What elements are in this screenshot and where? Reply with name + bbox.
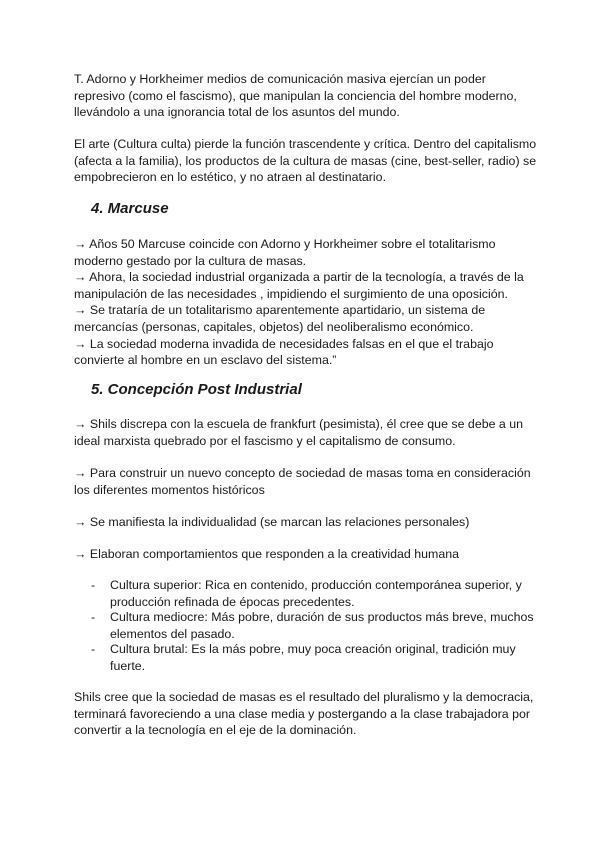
paragraph-marcuse: → Años 50 Marcuse coincide con Adorno y Horkheimer sobre el totalitarismo moderno gestado por la cultura de masas. → Ahora, la sociedad industrial organizada a partir de la tecnología, a través de la manipulación de las necesidades , impidiendo el surgimiento de una oposición. → Se trataría de un totalitarismo aparentemente apartidario, un sistema de mercancías (personas, capitales, objetos) del neoliberalismo económico. → La sociedad moderna invadida de necesidades falsas en el que el trabajo convierte al hombre en un esclavo del sistema.” <box>74 237 524 368</box>
paragraph-shils-concepto: → Para construir un nuevo concepto de sociedad de masas toma en consideración los diferentes momentos históricos <box>74 466 531 497</box>
heading-marcuse: 4. Marcuse <box>91 200 169 217</box>
paragraph-individualidad: → Se manifiesta la individualidad (se marcan las relaciones personales) <box>74 515 470 529</box>
paragraph-adorno: T. Adorno y Horkheimer medios de comunicación masiva ejercían un poder represivo (como el fascismo), que manipulan la conciencia del hombre moderno, llevándolo a una ignorancia total de los asuntos del mundo. <box>74 72 517 120</box>
paragraph-conclusion: Shils cree que la sociedad de masas es el resultado del pluralismo y la democracia, terminará favoreciendo a una clase media y postergando a la clase trabajadora por convertir a la tecnología en el eje de la dominación. <box>74 690 534 738</box>
paragraph-arte: El arte (Cultura culta) pierde la función trascendente y crítica. Dentro del capitalismo (afecta a la familia), los productos de la cultura de masas (cine, best-seller, radio) se empobrecieron en lo estético, y no atraen al destinatario. <box>74 137 537 185</box>
document-page: T. Adorno y Horkheimer medios de comunicación masiva ejercían un poder represivo (como el fascismo), que manipulan la conciencia del hombre moderno, llevándolo a una ignorancia total de los asuntos del mundo. El arte (Cultura culta) pierde la función trascendente y crítica. Dentro del capitalismo (afecta a la familia), los productos de la cultura de masas (cine, best-seller, radio) se empobrecieron en lo estético, y no atraen al destinatario. 4. Marcuse → Años 50 Marcuse coincide con Adorno y Horkheimer sobre el totalitarismo moderno gestado por la cultura de masas. → Ahora, la sociedad industrial organizada a partir de la tecnología, a través de la manipulación de las necesidades , impidiendo el surgimiento de una oposición. → Se trataría de un totalitarismo aparentemente apartidario, un sistema de mercancías (personas, capitales, objetos) del neoliberalismo económico. → La sociedad moderna invadida de necesidades falsas en el que el trabajo convierte al hombre en un esclavo del sistema.” 5. Concepción Post Industrial → Shils discrepa con la escuela de frankfurt (pesimista), él cree que se debe a un ideal marxista quebrado por el fascismo y el capitalismo de consumo. → Para construir un nuevo concepto de sociedad de masas toma en consideración los diferentes momentos históricos → Se manifiesta la individualidad (se marcan las relaciones personales) → Elaboran comportamientos que responden a la creatividad humana - Cultura superior: Rica en contenido, producción contemporánea superior, y producción refinada de épocas precedentes. - Cultura mediocre: Más pobre, duración de sus productos más breve, muchos elementos del pasado. - Cultura brutal: Es la más pobre, muy poca creación original, tradición muy fuerte. Shils cree que la sociedad de masas es el resultado del pluralismo y la democracia, terminará favoreciendo a una clase media y postergando a la clase trabajadora por convertir a la tecnología en el eje de la dominación. <box>74 72 537 738</box>
heading-post-industrial: 5. Concepción Post Industrial <box>91 381 302 398</box>
paragraph-shils-frankfurt: → Shils discrepa con la escuela de frankfurt (pesimista), él cree que se debe a un ideal marxista quebrado por el fascismo y el capitalismo de consumo. <box>74 417 524 448</box>
paragraph-comportamientos: → Elaboran comportamientos que responden a la creatividad humana <box>74 547 460 561</box>
